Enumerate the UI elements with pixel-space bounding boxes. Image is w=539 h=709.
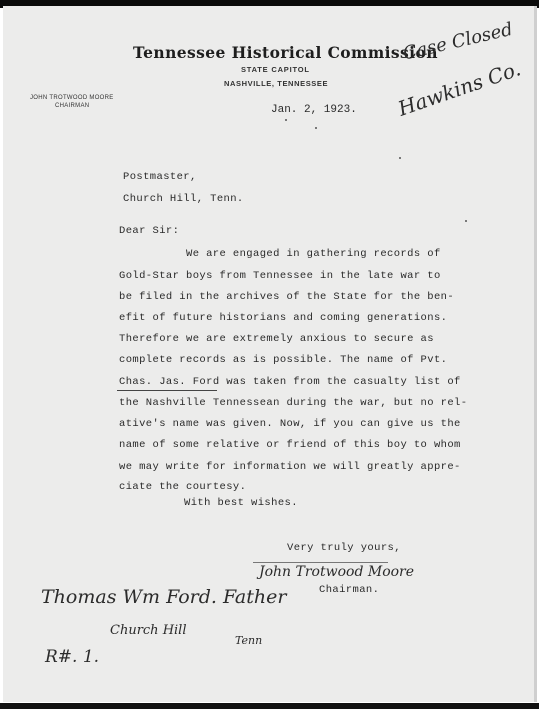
body-line: efit of future historians and coming generations. [119, 312, 448, 324]
letter-date: Jan. 2, 1923. [271, 104, 357, 116]
organization-name: Tennessee Historical Commission [133, 43, 438, 62]
recipient-line-1: Postmaster, [123, 171, 197, 183]
paper-speck [399, 157, 401, 159]
town-note: Church Hill [110, 623, 187, 638]
scan-bottom-edge [0, 703, 539, 709]
county-note: Hawkins Co. [395, 56, 524, 121]
case-closed-note: Case Closed [401, 18, 515, 65]
body-line: be filed in the archives of the State for the ben- [119, 291, 455, 303]
body-line: ciate the courtesy. [119, 481, 247, 493]
body-line: complete records as is possible. The name of Pvt. [119, 354, 448, 366]
body-line: We are engaged in gathering records of [186, 248, 441, 260]
body-line: the Nashville Tennessean during the war, but no rel- [119, 397, 468, 409]
address-line-2: NASHVILLE, TENNESSEE [224, 79, 329, 88]
salutation: Dear Sir: [119, 225, 180, 237]
body-line: Chas. Jas. Ford was taken from the casualty list of [119, 376, 461, 388]
paper-speck [465, 220, 467, 222]
relative-note: Thomas Wm Ford. Father [41, 586, 287, 608]
state-note: Tenn [235, 634, 263, 647]
signer-title: Chairman. [319, 584, 380, 596]
body-line: Therefore we are extremely anxious to secure as [119, 333, 434, 345]
body-line: name of some relative or friend of this boy to whom [119, 439, 461, 451]
body-line: we may write for information we will greatly appre- [119, 461, 461, 473]
letter-page [3, 6, 537, 702]
chairman-name: JOHN TROTWOOD MOORE [30, 95, 114, 101]
route-note: R#. 1. [45, 647, 100, 667]
recipient-line-2: Church Hill, Tenn. [123, 193, 244, 205]
closing: Very truly yours, [287, 542, 401, 554]
body-line: Gold-Star boys from Tennessee in the late war to [119, 270, 441, 282]
paper-speck [285, 119, 287, 121]
signature-underline [253, 562, 388, 563]
signature: John Trotwood Moore [259, 564, 415, 580]
name-underline [117, 390, 217, 391]
address-line-1: STATE CAPITOL [241, 65, 310, 74]
chairman-title: CHAIRMAN [55, 103, 90, 109]
paper-speck [315, 127, 317, 129]
best-wishes: With best wishes. [184, 497, 298, 509]
body-line: ative's name was given. Now, if you can give us the [119, 418, 461, 430]
